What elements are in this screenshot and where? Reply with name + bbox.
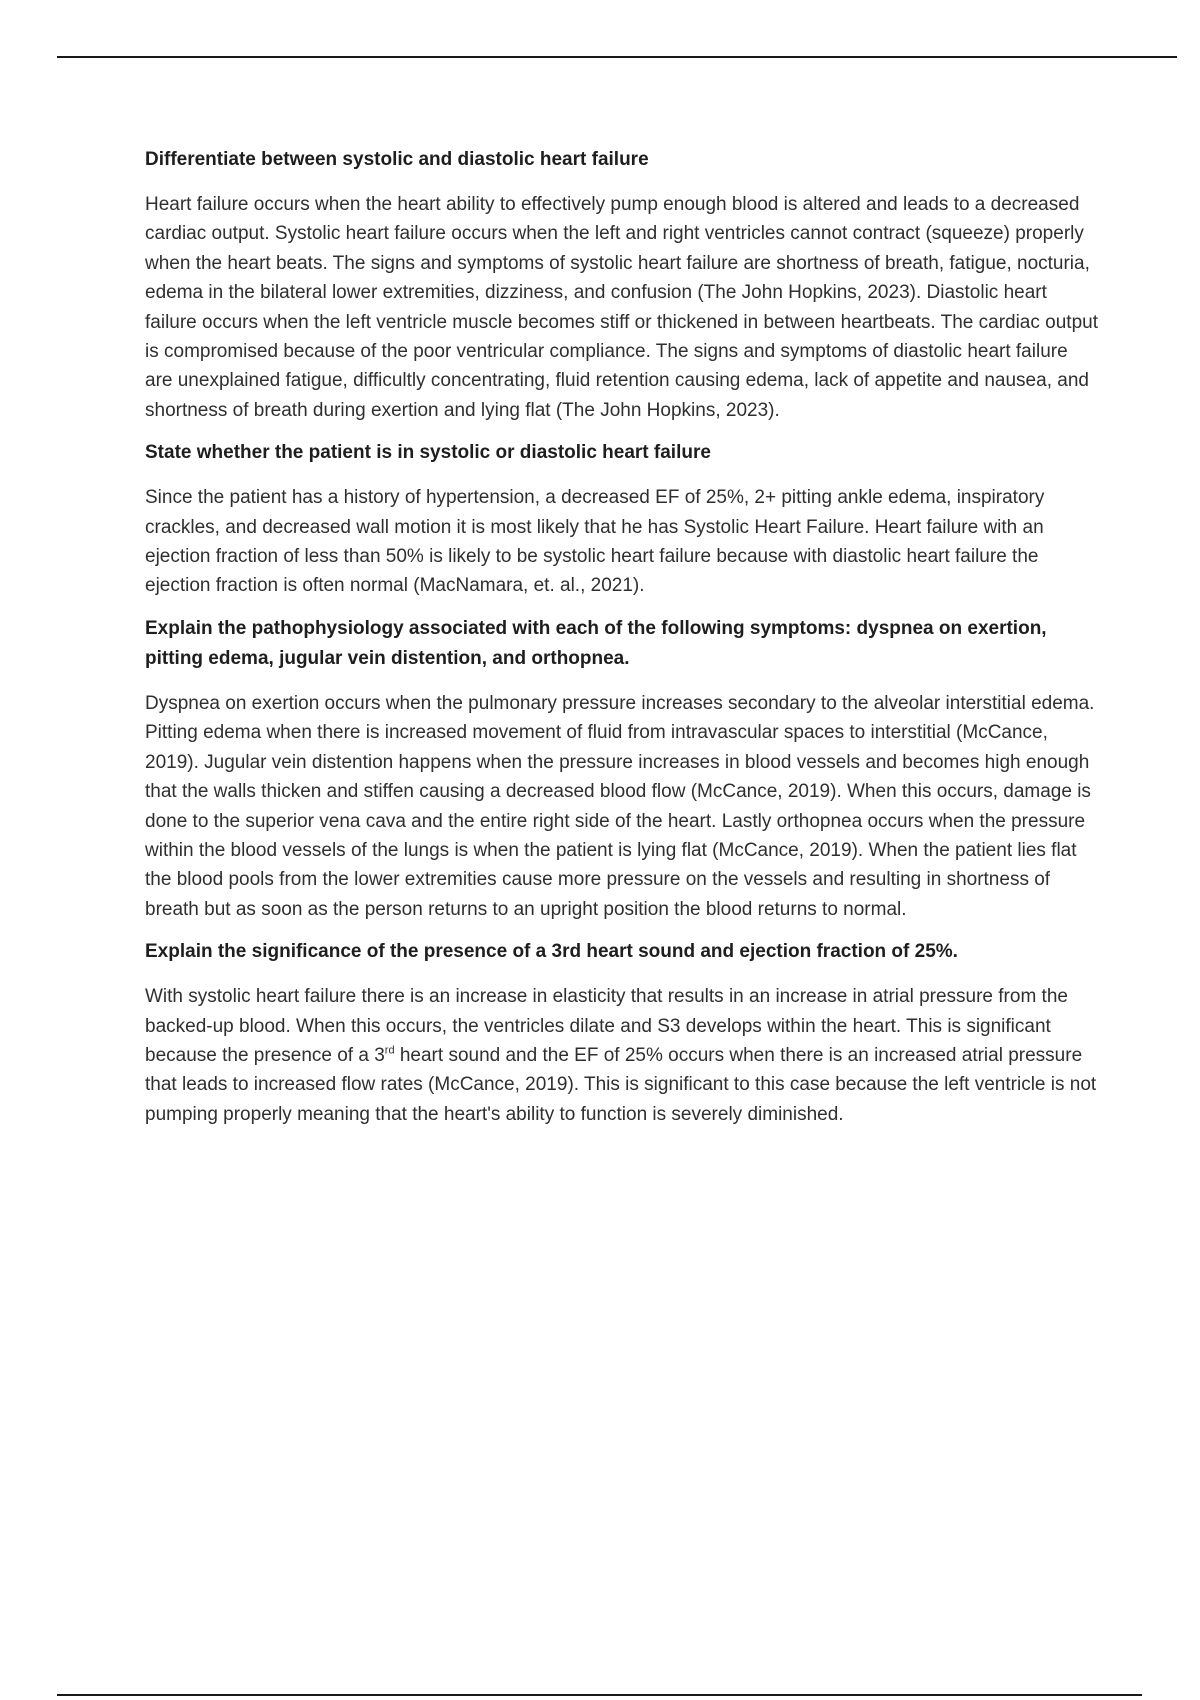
document-body bbox=[145, 145, 1100, 1142]
section-heading-1: Differentiate between systolic and diastolic heart failure bbox=[145, 149, 649, 170]
footer-rule bbox=[57, 1694, 1142, 1696]
section-body-4-part1: With systolic heart failure there is an increase in elasticity that results in an increase in atrial pressure from the backed-up blood. When this occurs, the ventricles dilate and S3 develops within the heart. This is significant because the presence of a 3 bbox=[145, 986, 1068, 1066]
section-body-2: Since the patient has a history of hypertension, a decreased EF of 25%, 2+ pitting ankle edema, inspiratory crackles, and decreased wall motion it is most likely that he has Systolic Heart Failure. Heart failure with an ejection fraction of less than 50% is likely to be systolic heart failure because with diastolic heart failure the ejection fraction is often normal (MacNamara, et. al., 2021). bbox=[145, 487, 1045, 597]
ordinal-suffix: rd bbox=[384, 1044, 395, 1057]
section-body-3: Dyspnea on exertion occurs when the pulmonary pressure increases secondary to the alveolar interstitial edema. Pitting edema when there is increased movement of fluid from intravascular spaces to interstitial (McCance, 2019). Jugular vein distention happens when the pressure increases in blood vessels and becomes high enough that the walls thicken and stiffen causing a decreased blood flow (McCance, 2019). When this occurs, damage is done to the superior vena cava and the entire right side of the heart. Lastly orthopnea occurs when the pressure within the blood vessels of the lungs is when the patient is lying flat (McCance, 2019). When the patient lies flat the blood pools from the lower extremities cause more pressure on the vessels and resulting in shortness of breath but as soon as the person returns to an upright position the blood returns to normal. bbox=[145, 692, 1095, 920]
section-body-4 bbox=[145, 982, 1100, 1129]
section-body-1: Heart failure occurs when the heart ability to effectively pump enough blood is altered and leads to a decreased cardiac output. Systolic heart failure occurs when the left and right ventricles cannot contract (squeeze) properly when the heart beats. The signs and symptoms of systolic heart failure are shortness of breath, fatigue, nocturia, edema in the bilateral lower extremities, dizziness, and confusion (The John Hopkins, 2023). Diastolic heart failure occurs when the left ventricle muscle becomes stiff or thickened in between heartbeats. The cardiac output is compromised because of the poor ventricular compliance. The signs and symptoms of diastolic heart failure are unexplained fatigue, difficultly concentrating, fluid retention causing edema, lack of appetite and nausea, and shortness of breath during exertion and lying flat (The John Hopkins, 2023). bbox=[145, 194, 1098, 421]
section-heading-4: Explain the significance of the presence of a 3rd heart sound and ejection fraction of 25%. bbox=[145, 941, 958, 963]
section-heading-3: Explain the pathophysiology associated with each of the following symptoms: dyspnea on exertion, pitting edema, jugular vein distention, and orthopnea. bbox=[145, 617, 1047, 669]
section-body-4-part2: heart sound and the EF of 25% occurs when there is an increased atrial pressure that leads to increased flow rates (McCance, 2019). This is significant to this case because the left ventricle is not pumping properly meaning that the heart's ability to function is severely diminished. bbox=[145, 1044, 1097, 1125]
header-rule bbox=[57, 56, 1177, 58]
section-heading-2: State whether the patient is in systolic or diastolic heart failure bbox=[145, 442, 711, 464]
